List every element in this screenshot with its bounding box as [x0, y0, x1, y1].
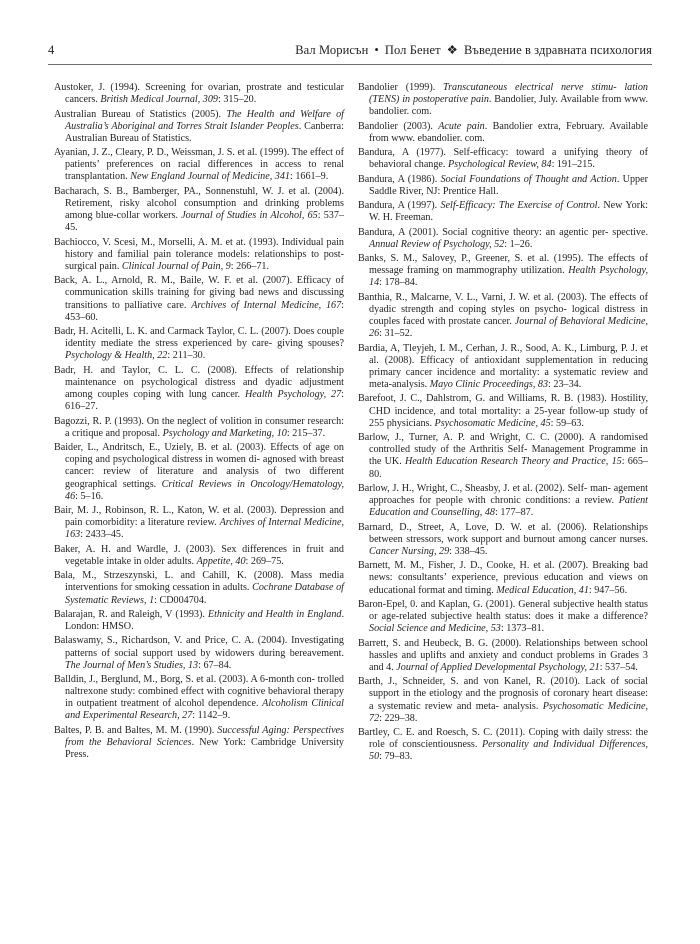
reference-source: Cancer Nursing, 29 [369, 545, 450, 557]
reference-pages: . New York: W. H. Freeman. [369, 200, 648, 224]
reference-pages: : 269–75. [245, 555, 284, 567]
reference-pages: : 1–26. [504, 238, 533, 250]
reference-entry [54, 237, 344, 273]
reference-entry [358, 253, 648, 289]
reference-text: Ayanian, J. Z., Cleary, P. D., Weissman, J. S. et al. (1999). The effect of patients’ preferences on racial differences in access to renal transplantation. [54, 147, 344, 183]
reference-source: The Health and Welfare of Australia’s Aboriginal and Torres Strait Islander Peoples [65, 108, 344, 132]
reference-source: Transcutaneous electrical nerve stimu- lation (TENS) in postoperative pain [369, 82, 648, 106]
reference-source: Appetite, 40 [196, 555, 246, 567]
reference-pages: : 537–45. [65, 210, 344, 234]
reference-text: Barnard, D., Street, A, Love, D. W. et al. (2006). Relationships between stressors, work support and burnout among cancer nurses. [358, 521, 648, 545]
reference-entry [54, 609, 344, 633]
reference-pages: : 1661–9. [289, 171, 329, 183]
reference-text: Badr, H. and Taylor, C. L. C. (2008). Effects of relationship maintenance on psychological distress and dyadic adjustment among couples coping with lung cancer. [54, 364, 344, 401]
reference-entry [358, 483, 648, 519]
reference-pages: . Bandolier extra, February. Available from www. ebandolier. com. [369, 120, 648, 144]
reference-text: Balldin, J., Berglund, M., Borg, S. et al. (2003). A 6-month con- trolled naltrexone study: combined effect with cognitive behavioral therapy in outpatient treatment of alcohol dependence. [54, 674, 344, 710]
reference-text: Bandura, A (1986). [358, 173, 441, 185]
reference-source: Cochrane Database of Systematic Reviews, 1 [65, 582, 344, 606]
reference-entry [54, 326, 344, 362]
reference-text: Bachiocco, V. Scesi, M., Morselli, A. M. et at. (1993). Individual pain history and familial pain tolerance models: relationships to post-surgical pain. [54, 236, 344, 272]
reference-source: Health Psychology, 14 [369, 265, 648, 289]
reference-pages: : 79–83. [379, 751, 413, 763]
reference-entry [358, 82, 648, 118]
reference-entry [358, 174, 648, 198]
reference-source: Archives of Internal Medicine, 163 [65, 517, 344, 541]
reference-pages: : 229–38. [379, 712, 418, 724]
reference-source: Medical Education, 41 [496, 584, 589, 596]
reference-text: Barrett, S. and Heubeck, B. G. (2000). Relationships between school hassles and uplifts and anxiety and conduct problems in Grades 3 and 4. [358, 637, 648, 673]
reference-text: Australian Bureau of Statistics (2005). [54, 108, 227, 120]
reference-entry [358, 432, 648, 481]
reference-entry [54, 147, 344, 183]
reference-pages: : 23–34. [548, 379, 582, 391]
reference-source: Journal of Applied Developmental Psychology, 21 [396, 661, 600, 673]
reference-pages: : 537–54. [599, 661, 638, 673]
reference-entry [54, 725, 344, 761]
header-authors: Вал Морисън [295, 43, 369, 57]
reference-text: Barlow, J. H., Wright, C., Sheasby, J. et al. (2002). Self- man- agement approaches for people with chronic conditions: a review. [358, 482, 648, 507]
reference-source: Clinical Journal of Pain, 9 [121, 260, 231, 272]
reference-source: Personality and Individual Differences, 50 [369, 739, 648, 763]
reference-entry [358, 727, 648, 763]
reference-text: Back, A. L., Arnold, R. M., Baile, W. F. et al. (2007). Efficacy of communication skills training for giving bad news and discussing transitions to palliative care. [54, 275, 344, 311]
reference-entry [54, 109, 344, 145]
diamond-icon: ❖ [446, 43, 458, 57]
reference-text: Bandura, A (2001). Social cognitive theory: an agentic per- spective. [358, 226, 648, 238]
reference-source: Psychology and Marketing, 10 [162, 427, 287, 439]
reference-source: Self-Efficacy: The Exercise of Control [440, 200, 598, 212]
reference-text: Baltes, P. B. and Baltes, M. M. (1990). [54, 724, 218, 736]
reference-pages: : 178–84. [379, 277, 418, 289]
reference-entry [54, 570, 344, 606]
reference-entry [358, 121, 648, 145]
reference-entry [54, 442, 344, 503]
reference-text: Balarajan, R. and Raleigh, V (1993). [54, 608, 208, 620]
reference-text: Bartley, C. E. and Roesch, S. C. (2011). Coping with daily stress: the role of conscientiousness. [358, 727, 648, 751]
reference-text: Banthia, R., Malcarne, V. L., Varni, J. W. et al. (2003). The effects of dyadic strength and coping styles on psycho- logical distress in couples faced with prostate cancer. [358, 291, 648, 328]
reference-text: Badr, H. Acitelli, L. K. and Carmack Taylor, C. L. (2007). Does couple identity mediate the stress experienced by care- giving spouses? [54, 326, 344, 350]
reference-entry [54, 275, 344, 324]
reference-source: Annual Review of Psychology, 52 [369, 238, 505, 250]
reference-source: New England Journal of Medicine, 341 [130, 171, 290, 183]
reference-pages: . London: HMSO. [65, 608, 345, 632]
reference-source: Critical Reviews in Oncology/Hematology, 46 [65, 478, 344, 502]
reference-entry [358, 393, 648, 429]
header-author2: Пол Бенет [384, 43, 441, 57]
reference-source: Mayo Clinic Proceedings, 83 [429, 379, 549, 391]
reference-pages: : 67–84. [198, 659, 232, 671]
reference-entry [54, 635, 344, 671]
reference-text: Bala, M., Strzeszynski, L. and Cahill, K. (2008). Mass media interventions for smoking cessation in adults. [54, 570, 344, 594]
reference-pages: . Canberra: Australian Bureau of Statistics. [65, 120, 344, 144]
reference-text: Barlow, J., Turner, A. P. and Wright, C. C. (2000). A randomised controlled study of the Arthritis Self- Management Programme in the UK. [358, 432, 648, 468]
reference-pages: : 191–215. [551, 159, 595, 171]
reference-text: Bardia, A, Tleyjeh, I. M., Cerhan, J. R., Sood, A. K., Limburg, P. J. et al. (2008). Efficacy of antioxidant supplementation in reducing primary cancer incidence and mortality: a systematic review and meta-analysis. [358, 342, 648, 391]
reference-source: Journal of Studies in Alcohol, 65 [181, 210, 318, 222]
reference-entry [358, 227, 648, 251]
reference-source: Acute pain [438, 120, 485, 132]
reference-pages: : CD004704. [154, 594, 207, 606]
reference-source: Patient Education and Counselling, 48 [369, 495, 648, 519]
reference-text: Bandura, A (1977). Self-efficacy: toward a unifying theory of behavioral change. [358, 147, 648, 171]
reference-pages: : 665–80. [369, 456, 648, 480]
reference-text: Bandolier (2003). [358, 120, 439, 132]
reference-pages: : 2433–45. [80, 529, 124, 541]
reference-source: Psychology & Health, 22 [65, 350, 168, 362]
references-left-column [54, 82, 344, 763]
reference-pages: : 338–45. [449, 545, 488, 557]
reference-pages: : 177–87. [495, 507, 534, 519]
reference-source: Social Science and Medicine, 53 [369, 623, 501, 635]
reference-entry [358, 292, 648, 341]
reference-source: Successful Aging: Perspectives from the Behavioral Sciences [65, 724, 344, 748]
reference-entry [358, 560, 648, 596]
reference-source: Health Education Research Theory and Practice, 15 [405, 456, 622, 468]
reference-source: Psychosomatic Medicine, 72 [369, 700, 648, 724]
references-right-column [358, 82, 648, 766]
reference-source: Health Psychology, 27 [244, 389, 342, 401]
reference-entry [54, 365, 344, 414]
reference-pages: : 59–63. [550, 417, 584, 429]
header-book-title: Въведение в здравната психология [463, 43, 652, 57]
reference-pages: : 31–52. [379, 328, 413, 340]
reference-text: Bandura, A (1997). [358, 200, 441, 212]
reference-entry [54, 416, 344, 440]
reference-entry [54, 674, 344, 723]
reference-pages: : 215–37. [286, 427, 326, 439]
reference-pages: : 616–27. [65, 389, 344, 413]
reference-text: Barth, J., Schneider, S. and von Kanel, R. (2010). Lack of social support in the etiology and the prognosis of coronary heart disease: a systematic review and meta- analysis. [358, 676, 648, 712]
reference-text: Balaswamy, S., Richardson, V. and Price, C. A. (2004). Investigating patterns of social support used by widowers during bereavement. [54, 635, 344, 659]
reference-text: Barefoot, J. C., Dahlstrom, G. and Williams, R. B. (1983). Hostility, CHD incidence, and total mortality: a 25-year follow-up study of 255 physicians. [358, 393, 648, 429]
header-rule [48, 64, 652, 65]
reference-pages: . Bandolier, July. Available from www. bandolier. com. [369, 94, 648, 118]
reference-entry [358, 147, 648, 171]
reference-source: Ethnicity and Health in England [207, 608, 342, 620]
reference-source: Journal of Behavioral Medicine, 26 [369, 316, 649, 340]
reference-text: Bagozzi, R. P. (1993). On the neglect of volition in consumer research: a critique and proposal. [54, 415, 344, 439]
reference-pages: . New York: Cambridge University Press. [65, 736, 344, 761]
reference-text: Bair, M. J., Robinson, R. L., Katon, W. et al. (2003). Depression and pain comorbidity: a literature review. [54, 505, 344, 529]
reference-source: Alcoholism Clinical and Experimental Research, 27 [65, 698, 344, 722]
reference-entry [54, 82, 344, 106]
reference-entry [358, 200, 648, 224]
reference-text: Austoker, J. (1994). Screening for ovarian, prostrate and testicular cancers. [54, 82, 344, 106]
reference-text: Baron-Epel, 0. and Kaplan, G. (2001). General subjective health status or age-related subjective health status: does it make a difference? [358, 598, 648, 623]
reference-source: Psychological Review, 84 [448, 159, 552, 171]
reference-pages: : 5–16. [75, 490, 104, 502]
reference-pages: : 211–30. [167, 350, 206, 362]
reference-entry [358, 638, 648, 674]
reference-entry [54, 544, 344, 568]
reference-entry [54, 505, 344, 541]
reference-source: The Journal of Men’s Studies, 13 [65, 659, 199, 671]
reference-text: Barnett, M. M., Fisher, J. D., Cooke, H. et al. (2007). Breaking bad news: consultants’ experience, previous education and views on educational format and timing. [358, 560, 648, 596]
reference-pages: : 453–60. [65, 299, 344, 323]
page-number: 4 [48, 43, 55, 57]
reference-text: Baider, L., Andritsch, E., Uziely, B. et al. (2003). Effects of age on coping and psychological distress in women di- agnosed with breast cancer: review of literature and analysis of two different geographical settings. [54, 442, 344, 490]
reference-pages: : 1142–9. [192, 710, 231, 722]
reference-entry [358, 522, 648, 558]
header-bullet: • [374, 43, 379, 57]
reference-entry [54, 186, 344, 235]
reference-pages: . Upper Saddle River, NJ: Prentice Hall. [369, 173, 648, 197]
reference-pages: : 315–20. [217, 94, 257, 106]
reference-source: Archives of Internal Medicine, 167 [191, 299, 342, 311]
reference-text: Banks, S. M., Salovey, P., Greener, S. et al. (1995). The effects of message framing on mammography utilization. [358, 253, 648, 277]
running-header [48, 42, 652, 58]
reference-text: Bandolier (1999). [358, 82, 444, 93]
reference-entry [358, 599, 648, 635]
reference-text: Bacharach, S. B., Bamberger, PA., Sonnenstuhl, W. J. et al. (2004). Retirement, risky alcohol consumption and drinking problems among blue-collar workers. [54, 185, 344, 222]
reference-pages: : 947–56. [588, 584, 628, 596]
running-title [295, 42, 652, 58]
reference-source: British Medical Journal, 309 [100, 94, 218, 106]
reference-entry [358, 343, 648, 392]
reference-source: Social Foundations of Thought and Action [440, 173, 617, 185]
reference-source: Psychosomatic Medicine, 45 [434, 417, 551, 429]
reference-text: Baker, A. H. and Wardle, J. (2003). Sex differences in fruit and vegetable intake in older adults. [54, 543, 344, 567]
reference-entry [358, 676, 648, 725]
reference-pages: : 266–71. [230, 260, 270, 272]
reference-pages: : 1373–81. [500, 623, 545, 635]
